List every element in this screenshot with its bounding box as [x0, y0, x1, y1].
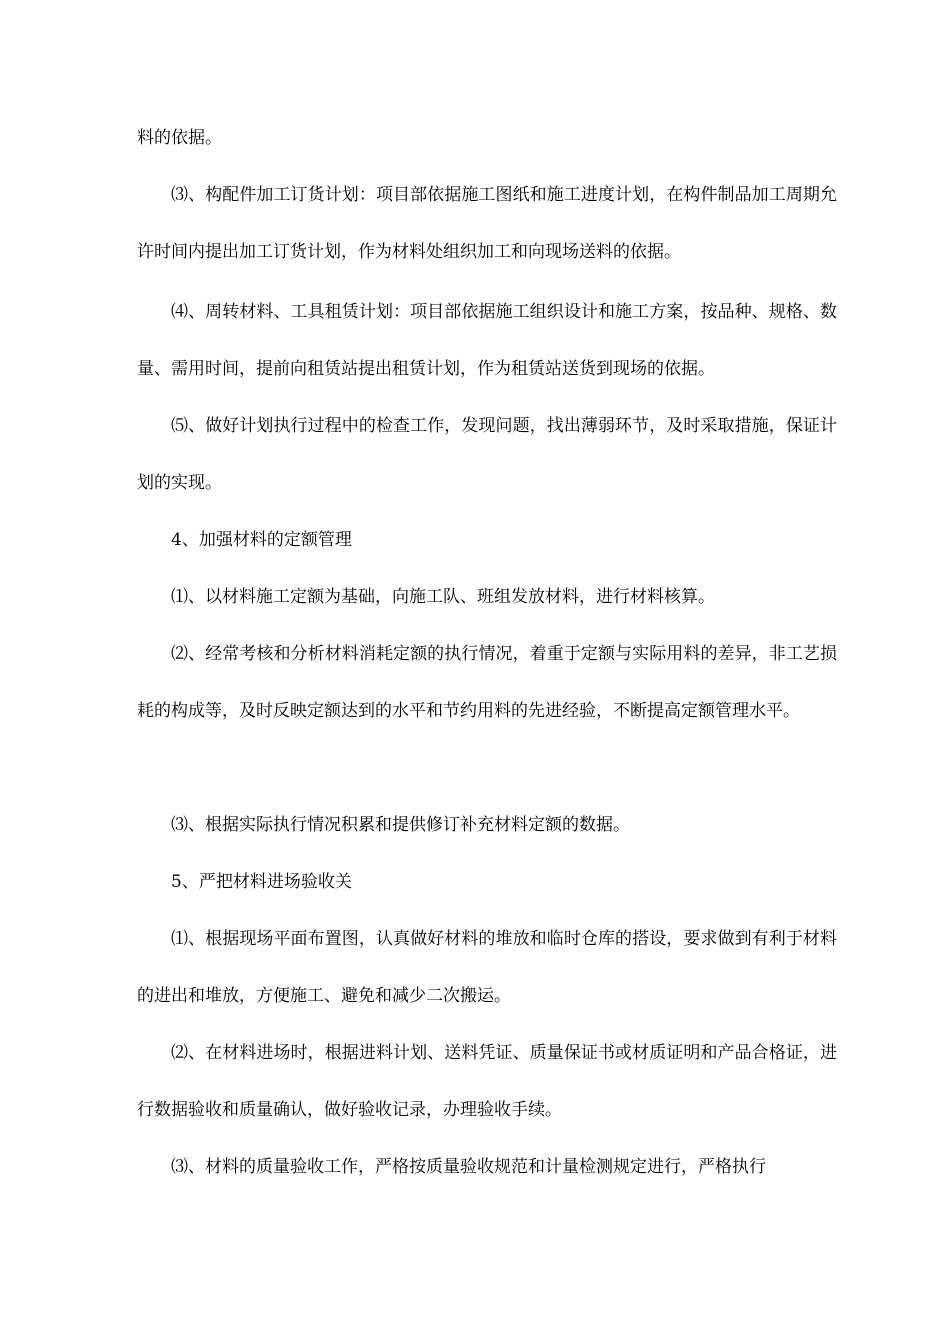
- paragraph-quota-assessment: ⑵、经常考核和分析材料消耗定额的执行情况，着重于定额与实际用料的差异，非工艺损耗的构成等，及时反映定额达到的水平和节约用料的先进经验，不断提高定额管理水平。: [137, 644, 837, 721]
- paragraph-rental-plan: ⑷、周转材料、工具租赁计划：项目部依据施工组织设计和施工方案，按品种、规格、数量、需用时间，提前向租赁站提出租赁计划，作为租赁站送货到现场的依据。: [137, 302, 837, 379]
- paragraph-site-layout: ⑴、根据现场平面布置图，认真做好材料的堆放和临时仓库的搭设，要求做到有利于材料的进出和堆放，方便施工、避免和减少二次搬运。: [137, 929, 837, 1006]
- paragraph-quality-acceptance: ⑶、材料的质量验收工作，严格按质量验收规范和计量检测规定进行，严格执行: [171, 1157, 766, 1177]
- paragraph-component-order-plan: ⑶、构配件加工订货计划：项目部依据施工图纸和施工进度计划，在构件制品加工周期允许时间内提出加工订货计划，作为材料处组织加工和向现场送料的依据。: [137, 185, 837, 262]
- paragraph-continuation: 料的依据。: [137, 128, 222, 148]
- paragraph-quota-revision: ⑶、根据实际执行情况积累和提供修订补充材料定额的数据。: [171, 815, 630, 835]
- section-heading-quota-management: 4、加强材料的定额管理: [171, 530, 352, 550]
- paragraph-quota-basis: ⑴、以材料施工定额为基础，向施工队、班组发放材料，进行材料核算。: [171, 587, 715, 607]
- paragraph-plan-inspection: ⑸、做好计划执行过程中的检查工作，发现问题，找出薄弱环节，及时采取措施，保证计划的实现。: [137, 416, 837, 493]
- section-heading-material-acceptance: 5、严把材料进场验收关: [171, 872, 352, 892]
- paragraph-incoming-verification: ⑵、在材料进场时，根据进料计划、送料凭证、质量保证书或材质证明和产品合格证，进行数据验收和质量确认，做好验收记录，办理验收手续。: [137, 1043, 837, 1120]
